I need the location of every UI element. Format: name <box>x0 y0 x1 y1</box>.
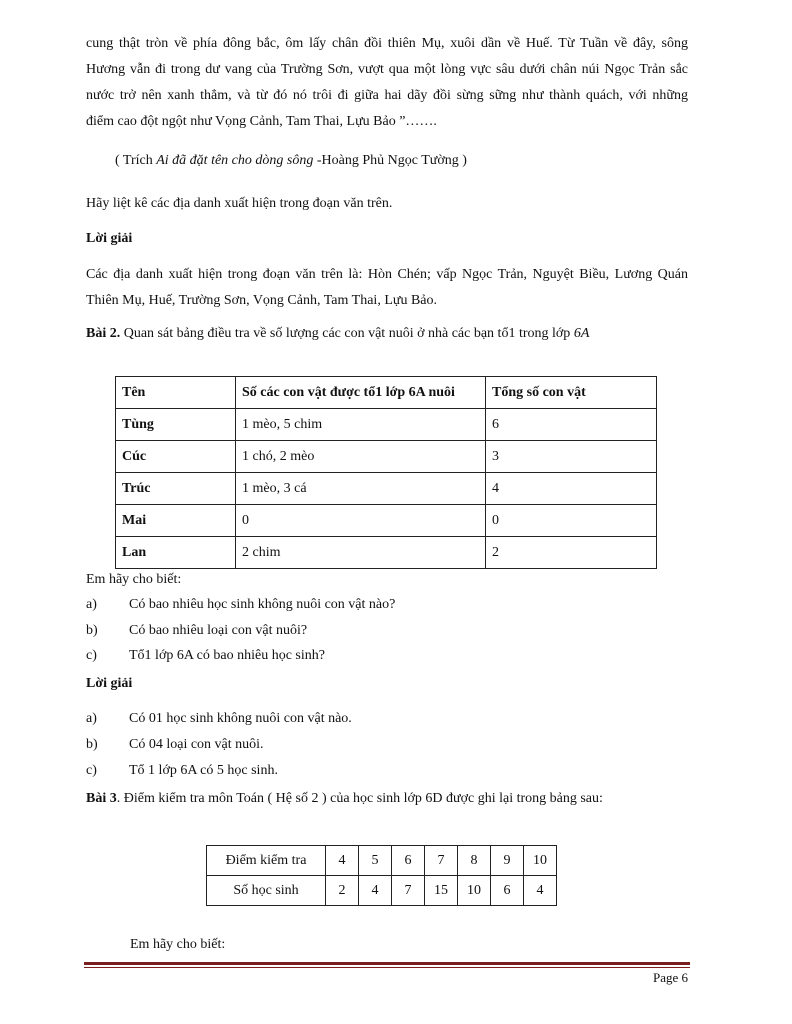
intro-line: Hương vẫn đi trong dư vang của Trường Sơn, vượt qua một lòng vực sâu dưới chân núi Ngọc Trản sắc <box>86 62 688 77</box>
table-row <box>116 409 657 441</box>
score-cell: 6 <box>392 846 425 876</box>
solution-heading: Lời giải <box>86 676 133 691</box>
table-header-row <box>116 377 657 409</box>
name-cell: Mai <box>116 505 236 537</box>
intro-line: cung thật tròn về phía đông bắc, ôm lấy chân đồi thiên Mụ, xuôi dần về Huế. Từ Tuần về đây, sông <box>86 36 688 51</box>
exercise-3-heading: Bài 3. Điểm kiểm tra môn Toán ( Hệ số 2 ) của học sinh lớp 6D được ghi lại trong bảng sau: <box>86 791 603 806</box>
score-cell: 4 <box>326 846 359 876</box>
table-row <box>116 537 657 569</box>
list-text: Có bao nhiêu học sinh không nuôi con vật nào? <box>129 597 396 612</box>
score-cell: 10 <box>524 846 557 876</box>
counts-row <box>207 876 557 906</box>
list-marker: b) <box>86 623 98 638</box>
score-cell: 5 <box>359 846 392 876</box>
header-cell: Số các con vật được tổ1 lớp 6A nuôi <box>236 377 486 409</box>
table-row <box>116 473 657 505</box>
list-text: Có 04 loại con vật nuôi. <box>129 737 264 752</box>
count-cell: 4 <box>524 876 557 906</box>
total-cell: 4 <box>486 473 657 505</box>
list-text: Có 01 học sinh không nuôi con vật nào. <box>129 711 352 726</box>
answer-line: Thiên Mụ, Huế, Trường Sơn, Vọng Cảnh, Tam Thai, Lựu Bảo. <box>86 293 438 308</box>
intro-paragraph <box>86 31 688 135</box>
name-cell: Trúc <box>116 473 236 505</box>
answer-line: Các địa danh xuất hiện trong đoạn văn trên là: Hòn Chén; vấp Ngọc Trản, Nguyệt Biều, Lương Quán <box>86 267 688 282</box>
pets-cell: 1 mèo, 3 cá <box>236 473 486 505</box>
list-marker: c) <box>86 648 97 663</box>
name-cell: Cúc <box>116 441 236 473</box>
name-cell: Tùng <box>116 409 236 441</box>
total-cell: 3 <box>486 441 657 473</box>
solution-heading: Lời giải <box>86 231 133 246</box>
page-number: Page 6 <box>652 970 688 985</box>
count-cell: 15 <box>425 876 458 906</box>
ask-label: Em hãy cho biết: <box>130 937 226 952</box>
count-cell: 2 <box>326 876 359 906</box>
pets-cell: 1 chó, 2 mèo <box>236 441 486 473</box>
citation: ( Trích Ai đã đặt tên cho dòng sông -Hoàng Phủ Ngọc Tường ) <box>115 153 467 168</box>
footer-divider-thin <box>84 967 690 968</box>
header-cell: Tên <box>116 377 236 409</box>
table-row <box>116 505 657 537</box>
list-text: Có bao nhiêu loại con vật nuôi? <box>129 623 308 638</box>
list-marker: b) <box>86 737 98 752</box>
footer-divider <box>84 962 690 965</box>
count-cell: 10 <box>458 876 491 906</box>
row-label: Số học sinh <box>207 876 326 906</box>
scores-row <box>207 846 557 876</box>
pets-cell: 2 chim <box>236 537 486 569</box>
count-cell: 6 <box>491 876 524 906</box>
list-marker: a) <box>86 597 97 612</box>
score-cell: 9 <box>491 846 524 876</box>
question-1: Hãy liệt kê các địa danh xuất hiện trong đoạn văn trên. <box>86 196 393 211</box>
score-cell: 8 <box>458 846 491 876</box>
header-cell: Tổng số con vật <box>486 377 657 409</box>
list-marker: a) <box>86 711 97 726</box>
table-row <box>116 441 657 473</box>
ask-label: Em hãy cho biết: <box>86 572 182 587</box>
list-marker: c) <box>86 763 97 778</box>
row-label: Điểm kiểm tra <box>207 846 326 876</box>
total-cell: 6 <box>486 409 657 441</box>
pets-table <box>115 376 657 569</box>
score-cell: 7 <box>425 846 458 876</box>
name-cell: Lan <box>116 537 236 569</box>
count-cell: 4 <box>359 876 392 906</box>
answer-1 <box>86 262 688 314</box>
list-text: Tổ1 lớp 6A có bao nhiêu học sinh? <box>129 648 325 663</box>
total-cell: 0 <box>486 505 657 537</box>
exercise-label: Bài 3 <box>86 791 117 806</box>
exercise-2-heading: Bài 2. Quan sát bảng điều tra về số lượng các con vật nuôi ở nhà các bạn tổ1 trong lớp 6A <box>86 326 590 341</box>
citation-work: Ai đã đặt tên cho dòng sông <box>156 153 314 168</box>
pets-cell: 1 mèo, 5 chim <box>236 409 486 441</box>
intro-line: nước trở nên xanh thẳm, và từ đó nó trôi đi giữa hai dãy đồi sừng sững như thành quách, với những <box>86 88 688 103</box>
list-text: Tổ 1 lớp 6A có 5 học sinh. <box>129 763 278 778</box>
intro-line: điểm cao đột ngột như Vọng Cảnh, Tam Thai, Lựu Bảo ”……. <box>86 114 437 129</box>
scores-table <box>206 845 557 906</box>
total-cell: 2 <box>486 537 657 569</box>
pets-cell: 0 <box>236 505 486 537</box>
count-cell: 7 <box>392 876 425 906</box>
exercise-label: Bài 2. <box>86 326 121 341</box>
